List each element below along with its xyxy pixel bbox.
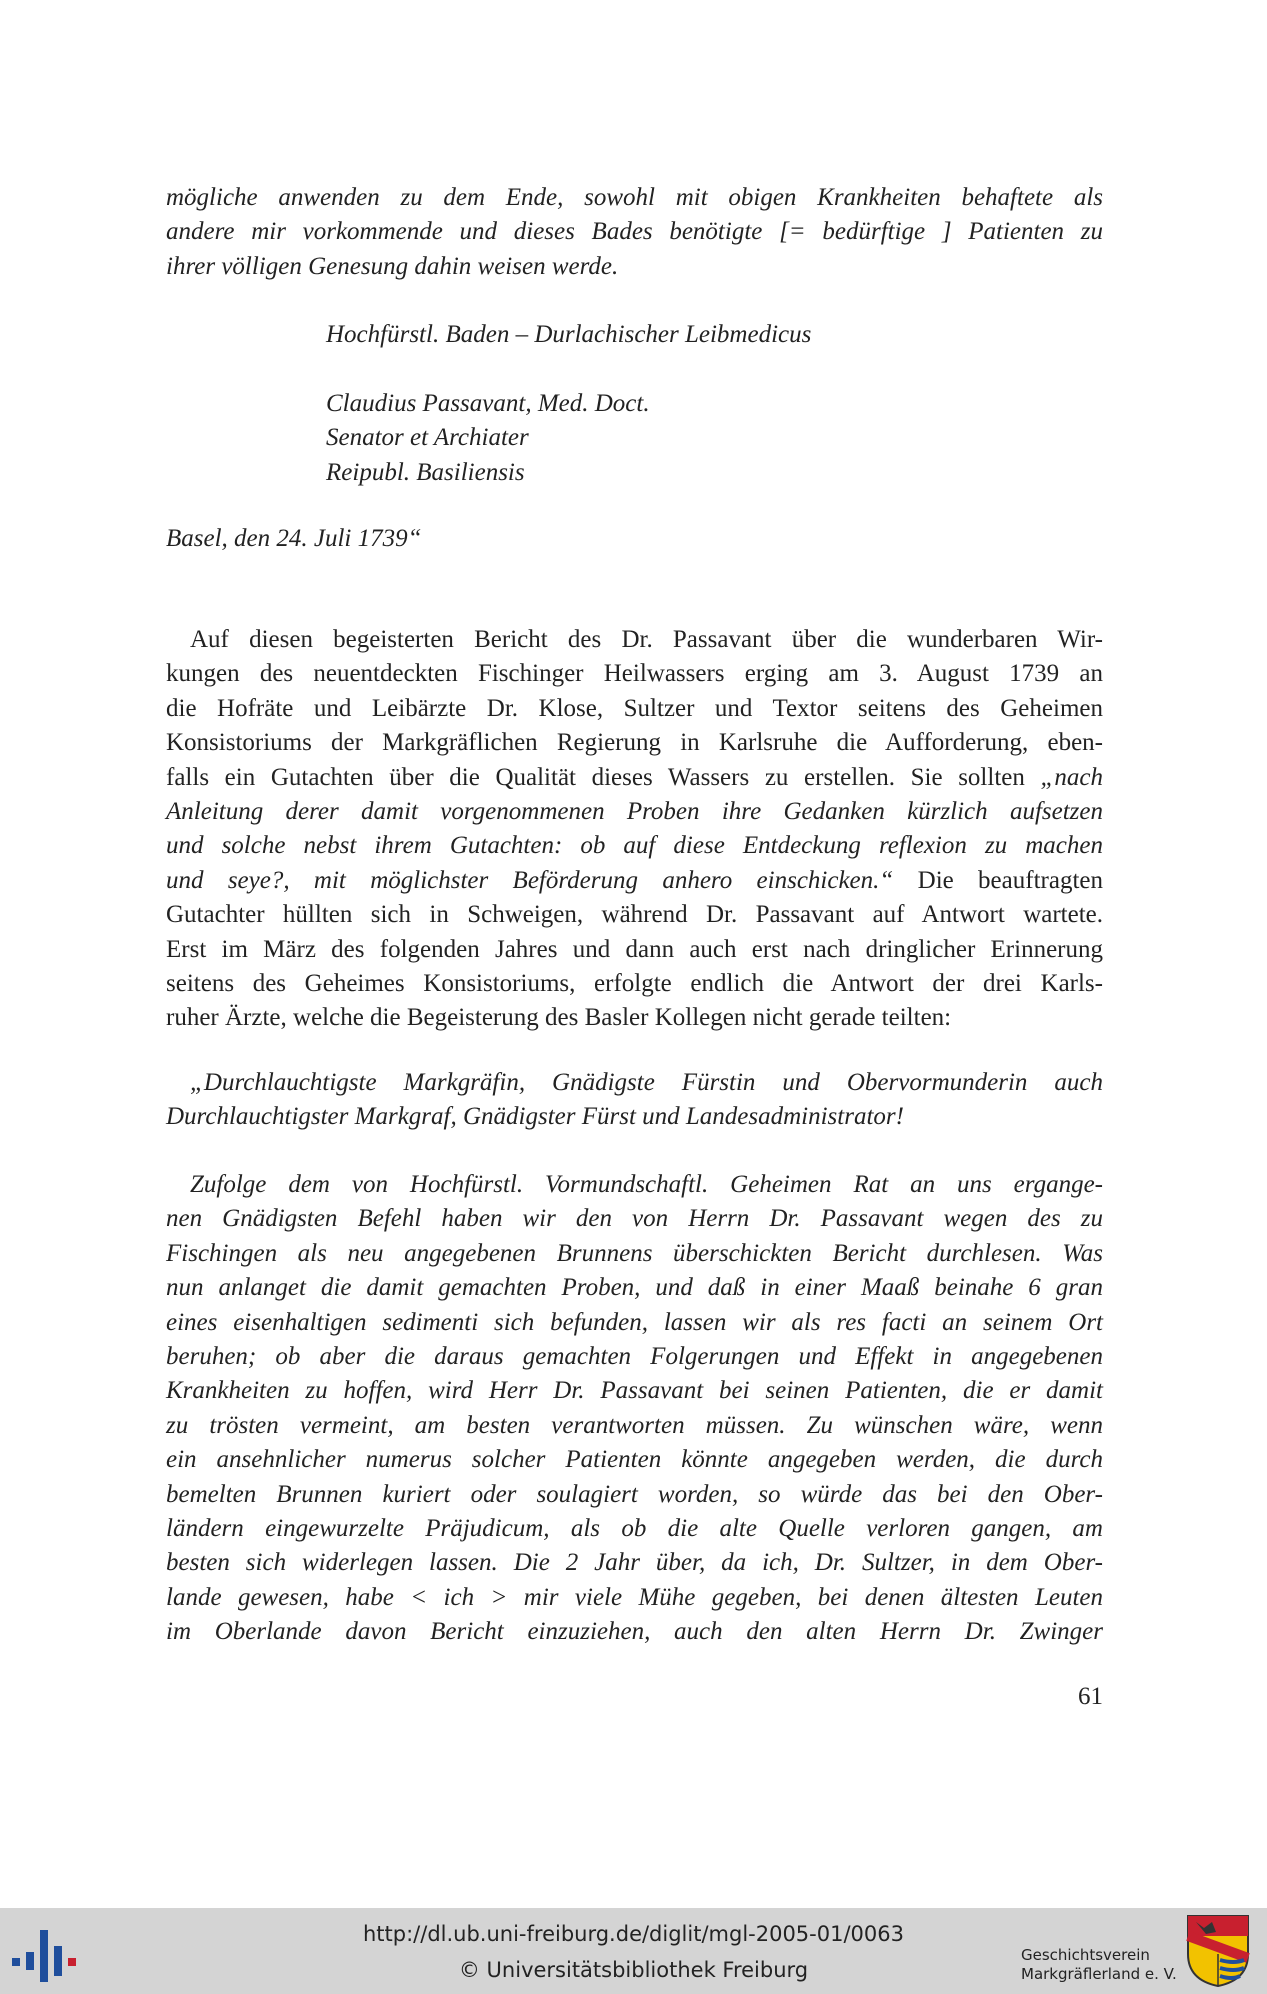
italic-run: und seye?, mit möglichster Beförderung anhero einschicken.“ bbox=[166, 866, 894, 894]
signature-name bbox=[326, 387, 650, 490]
text-line: Erst im März des folgenden Jahres und dann auch erst nach dringlicher Erinnerung bbox=[166, 935, 1103, 963]
letter-address bbox=[166, 1066, 1103, 1135]
text-line: nun anlanget die damit gemachten Proben, und daß in einer Maaß beinahe 6 gran bbox=[166, 1274, 1103, 1302]
quote-continuation bbox=[166, 181, 1103, 284]
text-line: Senator et Archiater bbox=[326, 424, 529, 452]
text-line: Fischingen als neu angegebenen Brunnens überschickten Bericht durchlesen. Was bbox=[166, 1239, 1103, 1267]
text-line: ein ansehnlicher numerus solcher Patienten könnte angegeben werden, die durch bbox=[166, 1446, 1103, 1474]
text-line: Reipubl. Basiliensis bbox=[326, 458, 525, 486]
society-line-2: Markgräflerland e. V. bbox=[1021, 1965, 1177, 1983]
text-line: und solche nebst ihrem Gutachten: ob auf diese Entdeckung reflexion zu machen bbox=[166, 832, 1103, 860]
text-line: eines eisenhaltigen sedimenti sich befunden, lassen wir als res facti an seinem Ort bbox=[166, 1308, 1103, 1336]
text-run: falls ein Gutachten über die Qualität dieses Wassers zu erstellen. Sie sollten bbox=[166, 763, 1041, 791]
text-line: mögliche anwenden zu dem Ende, sowohl mit obigen Krankheiten behaftete als bbox=[166, 184, 1103, 211]
document-url-link[interactable]: http://dl.ub.uni-freiburg.de/diglit/mgl-2005-01/0063 bbox=[362, 1922, 904, 1946]
text-line: Zufolge dem von Hochfürstl. Vormundschaftl. Geheimen Rat an uns ergange- bbox=[190, 1171, 1103, 1198]
markgraeflerland-crest-icon bbox=[1186, 1914, 1250, 1988]
text-run: Die beauftragten bbox=[893, 866, 1103, 894]
text-line: seitens des Geheimes Konsistoriums, erfolgte endlich die Antwort der drei Karls- bbox=[166, 970, 1103, 998]
text-line: Gutachter hüllten sich in Schweigen, während Dr. Passavant auf Antwort wartete. bbox=[166, 901, 1103, 929]
text-line: ihrer völligen Genesung dahin weisen werde. bbox=[166, 252, 619, 280]
text-line: beruhen; ob aber die daraus gemachten Folgerungen und Effekt in angegebenen bbox=[166, 1343, 1103, 1371]
text-line: Hochfürstl. Baden – Durlachischer Leibmedicus bbox=[326, 321, 812, 348]
letter-body bbox=[166, 1168, 1103, 1650]
text-line: lande gewesen, habe < ich > mir viele Mühe gegeben, bei denen ältesten Leuten bbox=[166, 1583, 1103, 1611]
society-line-1: Geschichtsverein bbox=[1021, 1946, 1150, 1964]
text-line bbox=[166, 864, 1103, 898]
text-line: Konsistoriums der Markgräflichen Regierung in Karlsruhe die Aufforderung, eben- bbox=[166, 729, 1103, 757]
text-line: bemelten Brunnen kuriert oder soulagiert worden, so würde das bei den Ober- bbox=[166, 1480, 1103, 1508]
text-line: andere mir vorkommende und dieses Bades benötigte [= bedürftige ] Patienten zu bbox=[166, 218, 1103, 246]
text-line: nen Gnädigsten Befehl haben wir den von Herrn Dr. Passavant wegen des zu bbox=[166, 1205, 1103, 1233]
copyright-text: © Universitätsbibliothek Freiburg bbox=[458, 1958, 809, 1982]
text-line: kungen des neuentdeckten Fischinger Heilwassers erging am 3. August 1739 an bbox=[166, 660, 1103, 688]
text-line: Krankheiten zu hoffen, wird Herr Dr. Passavant bei seinen Patienten, die er damit bbox=[166, 1377, 1103, 1405]
signature-title bbox=[326, 318, 811, 352]
text-line: Auf diesen begeisterten Bericht des Dr. Passavant über die wunderbaren Wir- bbox=[190, 626, 1103, 653]
page-number: 61 bbox=[1078, 1683, 1103, 1710]
text-line: ruher Ärzte, welche die Begeisterung des Basler Kollegen nicht gerade teilten: bbox=[166, 1004, 952, 1032]
text-line: Basel, den 24. Juli 1739“ bbox=[166, 525, 422, 552]
body-paragraph bbox=[166, 623, 1103, 1036]
text-line: Claudius Passavant, Med. Doct. bbox=[326, 390, 650, 417]
text-line: Anleitung derer damit vorgenommenen Proben ihre Gedanken kürzlich aufsetzen bbox=[166, 798, 1103, 826]
text-line: ländern eingewurzelte Präjudicum, als ob die alte Quelle verloren gangen, am bbox=[166, 1515, 1103, 1543]
text-line: besten sich widerlegen lassen. Die 2 Jahr über, da ich, Dr. Sultzer, in dem Ober- bbox=[166, 1549, 1103, 1577]
text-line: zu trösten vermeint, am besten verantworten müssen. Zu wünschen wäre, wenn bbox=[166, 1411, 1103, 1439]
text-line: im Oberlande davon Bericht einzuziehen, auch den alten Herrn Dr. Zwinger bbox=[166, 1618, 1103, 1646]
text-line bbox=[166, 761, 1103, 795]
text-line: die Hofräte und Leibärzte Dr. Klose, Sultzer und Textor seitens des Geheimen bbox=[166, 694, 1103, 722]
date-line bbox=[166, 522, 1103, 556]
society-name bbox=[1021, 1946, 1177, 1984]
footer-bar bbox=[0, 1908, 1267, 1994]
text-line: „Durchlauchtigste Markgräfin, Gnädigste Fürstin und Obervormunderin auch bbox=[190, 1069, 1103, 1096]
italic-run: „nach bbox=[1040, 763, 1103, 791]
text-line: Durchlauchtigster Markgraf, Gnädigster Fürst und Landesadministrator! bbox=[166, 1103, 904, 1131]
